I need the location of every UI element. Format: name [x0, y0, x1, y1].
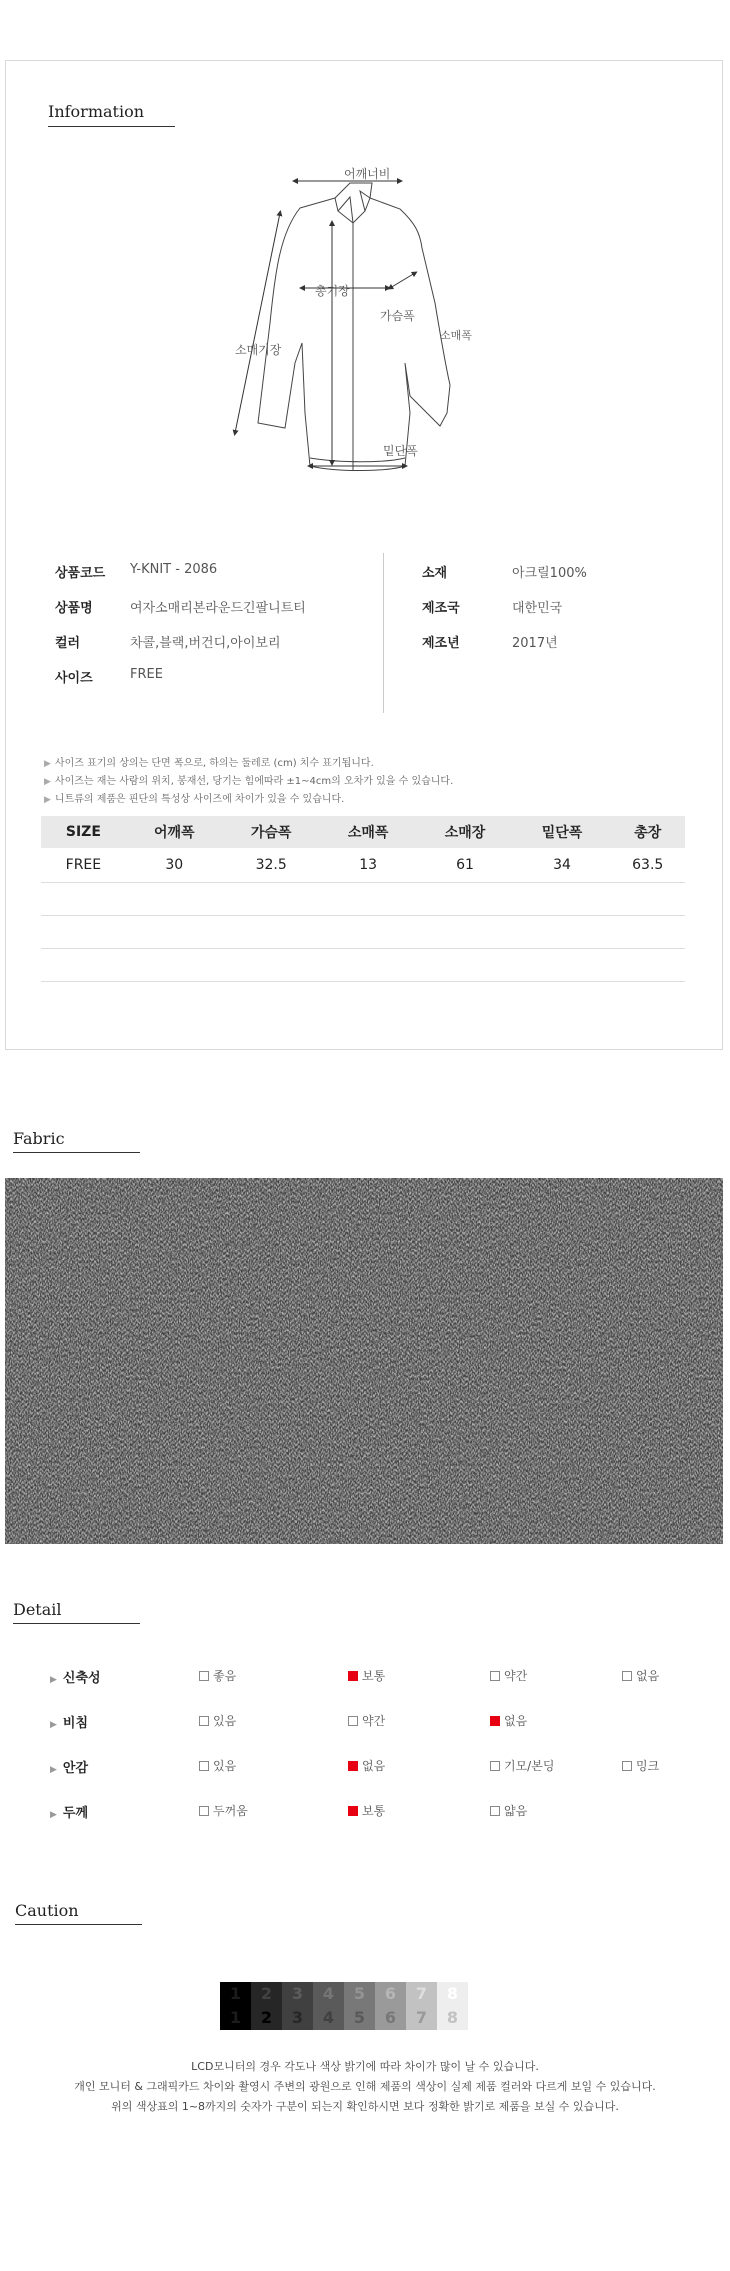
size-note: ▶ 니트류의 제품은 핀단의 특성상 사이즈에 차이가 있을 수 있습니다. [44, 794, 345, 805]
option-sheer-none: 없음 [490, 1712, 527, 1729]
table-row-empty [41, 916, 685, 949]
checkbox-checked [490, 1716, 500, 1726]
cell-sleeve-length: 61 [417, 848, 514, 883]
chest-label: 가슴폭 [380, 309, 415, 323]
information-title-underline [48, 126, 175, 127]
sweater-outline [258, 183, 450, 471]
option-lining-none: 없음 [348, 1757, 385, 1774]
detail-title-underline [13, 1623, 140, 1624]
spec-label-country: 제조국 [422, 601, 460, 616]
checkbox [199, 1716, 209, 1726]
header-size: SIZE [41, 816, 126, 848]
sleeve-length-label: 소매기장 [235, 343, 282, 357]
gray-cell-7: 7 7 [406, 1982, 437, 2030]
caution-title-underline [15, 1924, 142, 1925]
caution-line: 위의 색상표의 1~8까지의 숫자가 구분이 되는지 확인하시면 보다 정확한 밝기로 제품을 보실 수 있습니다. [111, 2100, 619, 2113]
option-sheer-yes: 있음 [199, 1712, 236, 1729]
spec-value-code: Y-KNIT - 2086 [130, 562, 218, 577]
header-hem: 밑단폭 [514, 816, 611, 848]
cell-chest: 32.5 [223, 848, 320, 883]
table-row-empty [41, 949, 685, 982]
header-shoulder: 어깨폭 [126, 816, 223, 848]
spec-value-name: 여자소매리본라운드긴팔니트티 [130, 601, 306, 616]
option-stretch-none: 없음 [622, 1667, 659, 1684]
checkbox-checked [348, 1671, 358, 1681]
checkbox [199, 1761, 209, 1771]
caution-line: 개인 모니터 & 그래픽카드 차이와 촬영시 주변의 광원으로 인해 제품의 색상이 실제 제품 컬러와 다르게 보일 수 있습니다. [74, 2080, 656, 2093]
option-thickness-normal: 보통 [348, 1802, 385, 1819]
spec-value-size: FREE [130, 667, 163, 682]
size-note: ▶ 사이즈 표기의 상의는 단면 폭으로, 하의는 둘레로 (cm) 치수 표기됩니다. [44, 758, 374, 769]
information-title: Information [48, 102, 145, 121]
size-note: ▶ 사이즈는 재는 사람의 위치, 봉재선, 당기는 힘에따라 ±1~4cm의 오차가 있을 수 있습니다. [44, 776, 454, 787]
header-chest: 가슴폭 [223, 816, 320, 848]
option-lining-mink: 밍크 [622, 1757, 659, 1774]
detail-title: Detail [13, 1600, 62, 1619]
option-thick: 두꺼움 [199, 1802, 248, 1819]
spec-label-color: 컬러 [55, 636, 81, 651]
spec-label-code: 상품코드 [55, 566, 106, 581]
checkbox [490, 1761, 500, 1771]
spec-label-size: 사이즈 [55, 671, 93, 686]
shoulder-width-label: 어깨너비 [344, 167, 391, 181]
spec-label-name: 상품명 [55, 601, 93, 616]
measurement-diagram [210, 163, 530, 498]
detail-label-thickness: ▶ 두께 [50, 1806, 89, 1821]
cell-total-length: 63.5 [610, 848, 685, 883]
gray-cell-5: 5 5 [344, 1982, 375, 2030]
cell-hem: 34 [514, 848, 611, 883]
header-sleeve-width: 소매폭 [320, 816, 417, 848]
spec-label-material: 소재 [422, 566, 448, 581]
spec-value-year: 2017년 [512, 636, 558, 651]
spec-value-color: 차콜,블랙,버건디,아이보리 [130, 636, 281, 651]
cell-shoulder: 30 [126, 848, 223, 883]
cell-size: FREE [41, 848, 126, 883]
gray-cell-1: 1 1 [220, 1982, 251, 2030]
option-lining-brushed: 기모/본딩 [490, 1757, 554, 1774]
fabric-swatch-image [5, 1178, 723, 1544]
spec-divider [383, 553, 384, 713]
fabric-title: Fabric [13, 1129, 65, 1148]
checkbox [199, 1671, 209, 1681]
size-table-header [41, 816, 685, 848]
checkbox [348, 1716, 358, 1726]
caution-line: LCD모니터의 경우 각도나 색상 밝기에 따라 차이가 많이 날 수 있습니다. [191, 2060, 539, 2073]
gray-cell-2: 2 2 [251, 1982, 282, 2030]
spec-label-year: 제조년 [422, 636, 460, 651]
gray-scale-chart [220, 1982, 468, 2030]
option-lining-yes: 있음 [199, 1757, 236, 1774]
option-sheer-slight: 약간 [348, 1712, 385, 1729]
detail-label-sheerness: ▶ 비침 [50, 1716, 89, 1731]
gray-cell-4: 4 4 [313, 1982, 344, 2030]
gray-cell-3: 3 3 [282, 1982, 313, 2030]
spec-value-material: 아크릴100% [512, 566, 587, 581]
checkbox [199, 1806, 209, 1816]
checkbox [490, 1671, 500, 1681]
checkbox-checked [348, 1761, 358, 1771]
detail-label-stretch: ▶ 신축성 [50, 1671, 101, 1686]
fabric-title-underline [13, 1152, 140, 1153]
option-stretch-good: 좋음 [199, 1667, 236, 1684]
gray-cell-6: 6 6 [375, 1982, 406, 2030]
cell-sleeve-width: 13 [320, 848, 417, 883]
option-thin: 얇음 [490, 1802, 527, 1819]
sleeve-width-label: 소매폭 [440, 329, 472, 342]
header-sleeve-length: 소매장 [417, 816, 514, 848]
caution-title: Caution [15, 1901, 79, 1920]
table-row [41, 848, 685, 883]
option-stretch-normal: 보통 [348, 1667, 385, 1684]
checkbox [622, 1671, 632, 1681]
size-table [41, 816, 685, 982]
checkbox-checked [348, 1806, 358, 1816]
detail-label-lining: ▶ 안감 [50, 1761, 89, 1776]
total-length-label: 총기장 [315, 284, 350, 298]
option-stretch-slight: 약간 [490, 1667, 527, 1684]
spec-value-country: 대한민국 [512, 601, 563, 616]
header-total-length: 총장 [610, 816, 685, 848]
gray-cell-8: 8 8 [437, 1982, 468, 2030]
hem-width-label: 밑단폭 [383, 444, 418, 458]
table-row-empty [41, 883, 685, 916]
checkbox [490, 1806, 500, 1816]
checkbox [622, 1761, 632, 1771]
